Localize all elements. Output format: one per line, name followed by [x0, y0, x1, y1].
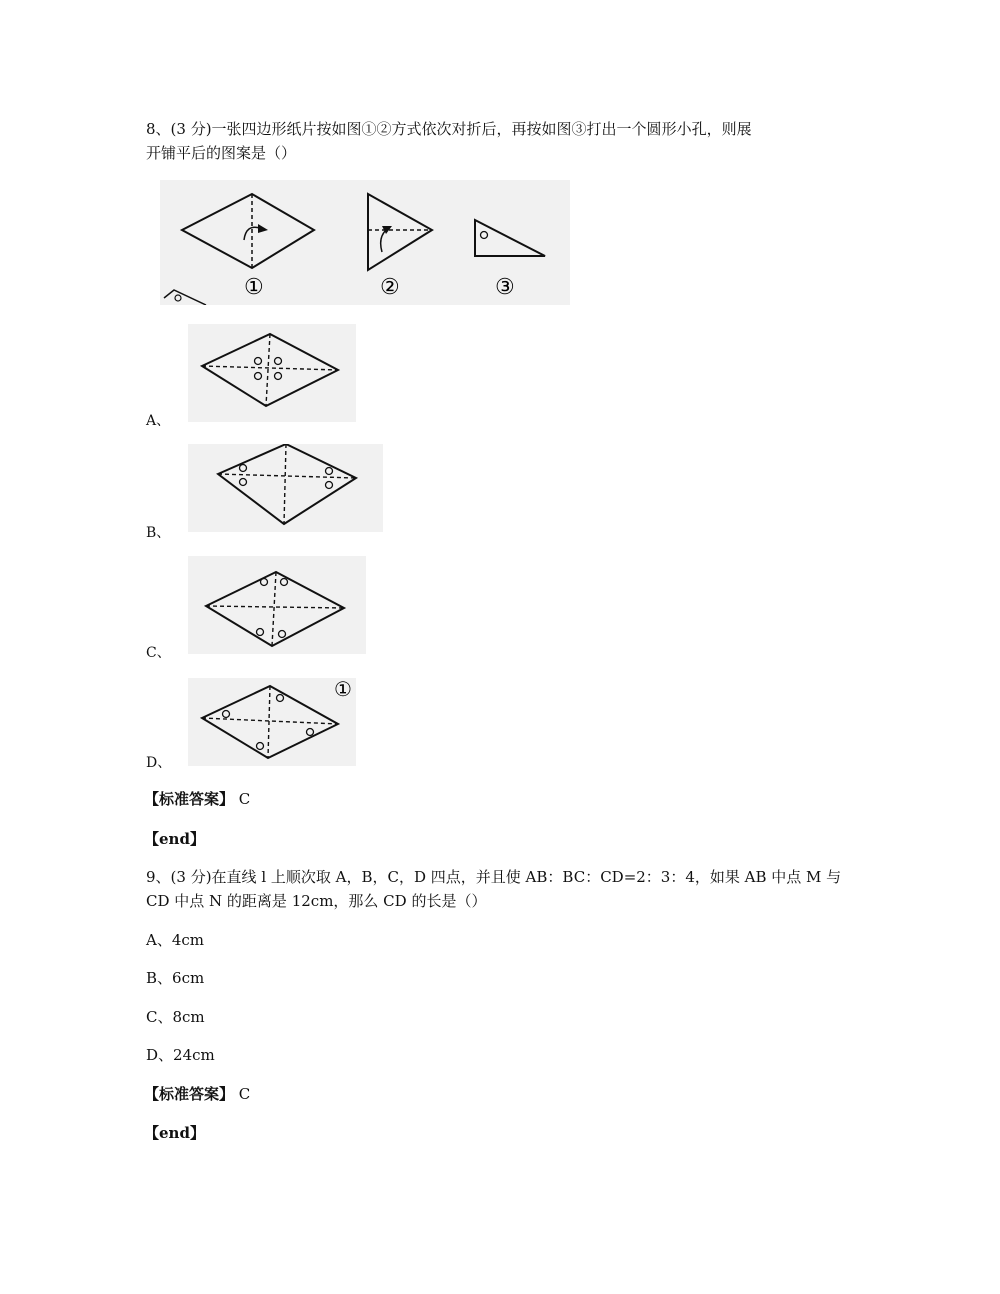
q8-end-marker: 【end】: [144, 830, 205, 848]
q9-option-a[interactable]: A、4cm: [146, 931, 205, 949]
q8-option-b[interactable]: B、: [146, 525, 171, 541]
option-b-figure: [188, 444, 383, 532]
q9-option-b[interactable]: B、6cm: [146, 969, 205, 987]
q8-option-d[interactable]: D、: [146, 755, 172, 771]
q9-stem-line1: 9、(3 分)在直线 l 上顺次取 A，B，C，D 四点，并且使 AB：BC：CD=2：3：4，如果 AB 中点 M 与: [146, 868, 842, 886]
q9-option-d[interactable]: D、24cm: [146, 1046, 215, 1064]
option-d-corner-mark: ①: [334, 678, 352, 701]
q8-stem-line1: 8、(3 分)一张四边形纸片按如图①②方式依次对折后，再按如图③打出一个圆形小孔，则展: [146, 120, 752, 138]
step-3-label: ③: [495, 275, 515, 300]
option-c-figure: [188, 556, 366, 654]
folding-steps-figure: [160, 180, 570, 305]
q8-option-c[interactable]: C、: [146, 645, 171, 661]
q9-end-marker: 【end】: [144, 1124, 205, 1142]
step-2-label: ②: [380, 275, 400, 300]
option-d-figure: [188, 678, 356, 766]
q9-stem-line2: CD 中点 N 的距离是 12cm，那么 CD 的长是（）: [146, 892, 487, 910]
folding-diagram: [160, 180, 570, 305]
q8-option-a[interactable]: A、: [146, 413, 171, 429]
q8-answer-line: [144, 788, 250, 810]
q9-answer-line: [144, 1083, 250, 1105]
q8-stem-line2: 开铺平后的图案是（）: [146, 144, 297, 162]
option-a-figure: [188, 324, 356, 422]
q9-option-c[interactable]: C、8cm: [146, 1008, 205, 1026]
q9-answer-label: 【标准答案】: [144, 1085, 235, 1103]
q8-answer-value: C: [238, 790, 251, 808]
q8-answer-label: 【标准答案】: [144, 790, 235, 808]
step-1-label: ①: [244, 275, 264, 300]
q9-answer-value: C: [238, 1085, 251, 1103]
